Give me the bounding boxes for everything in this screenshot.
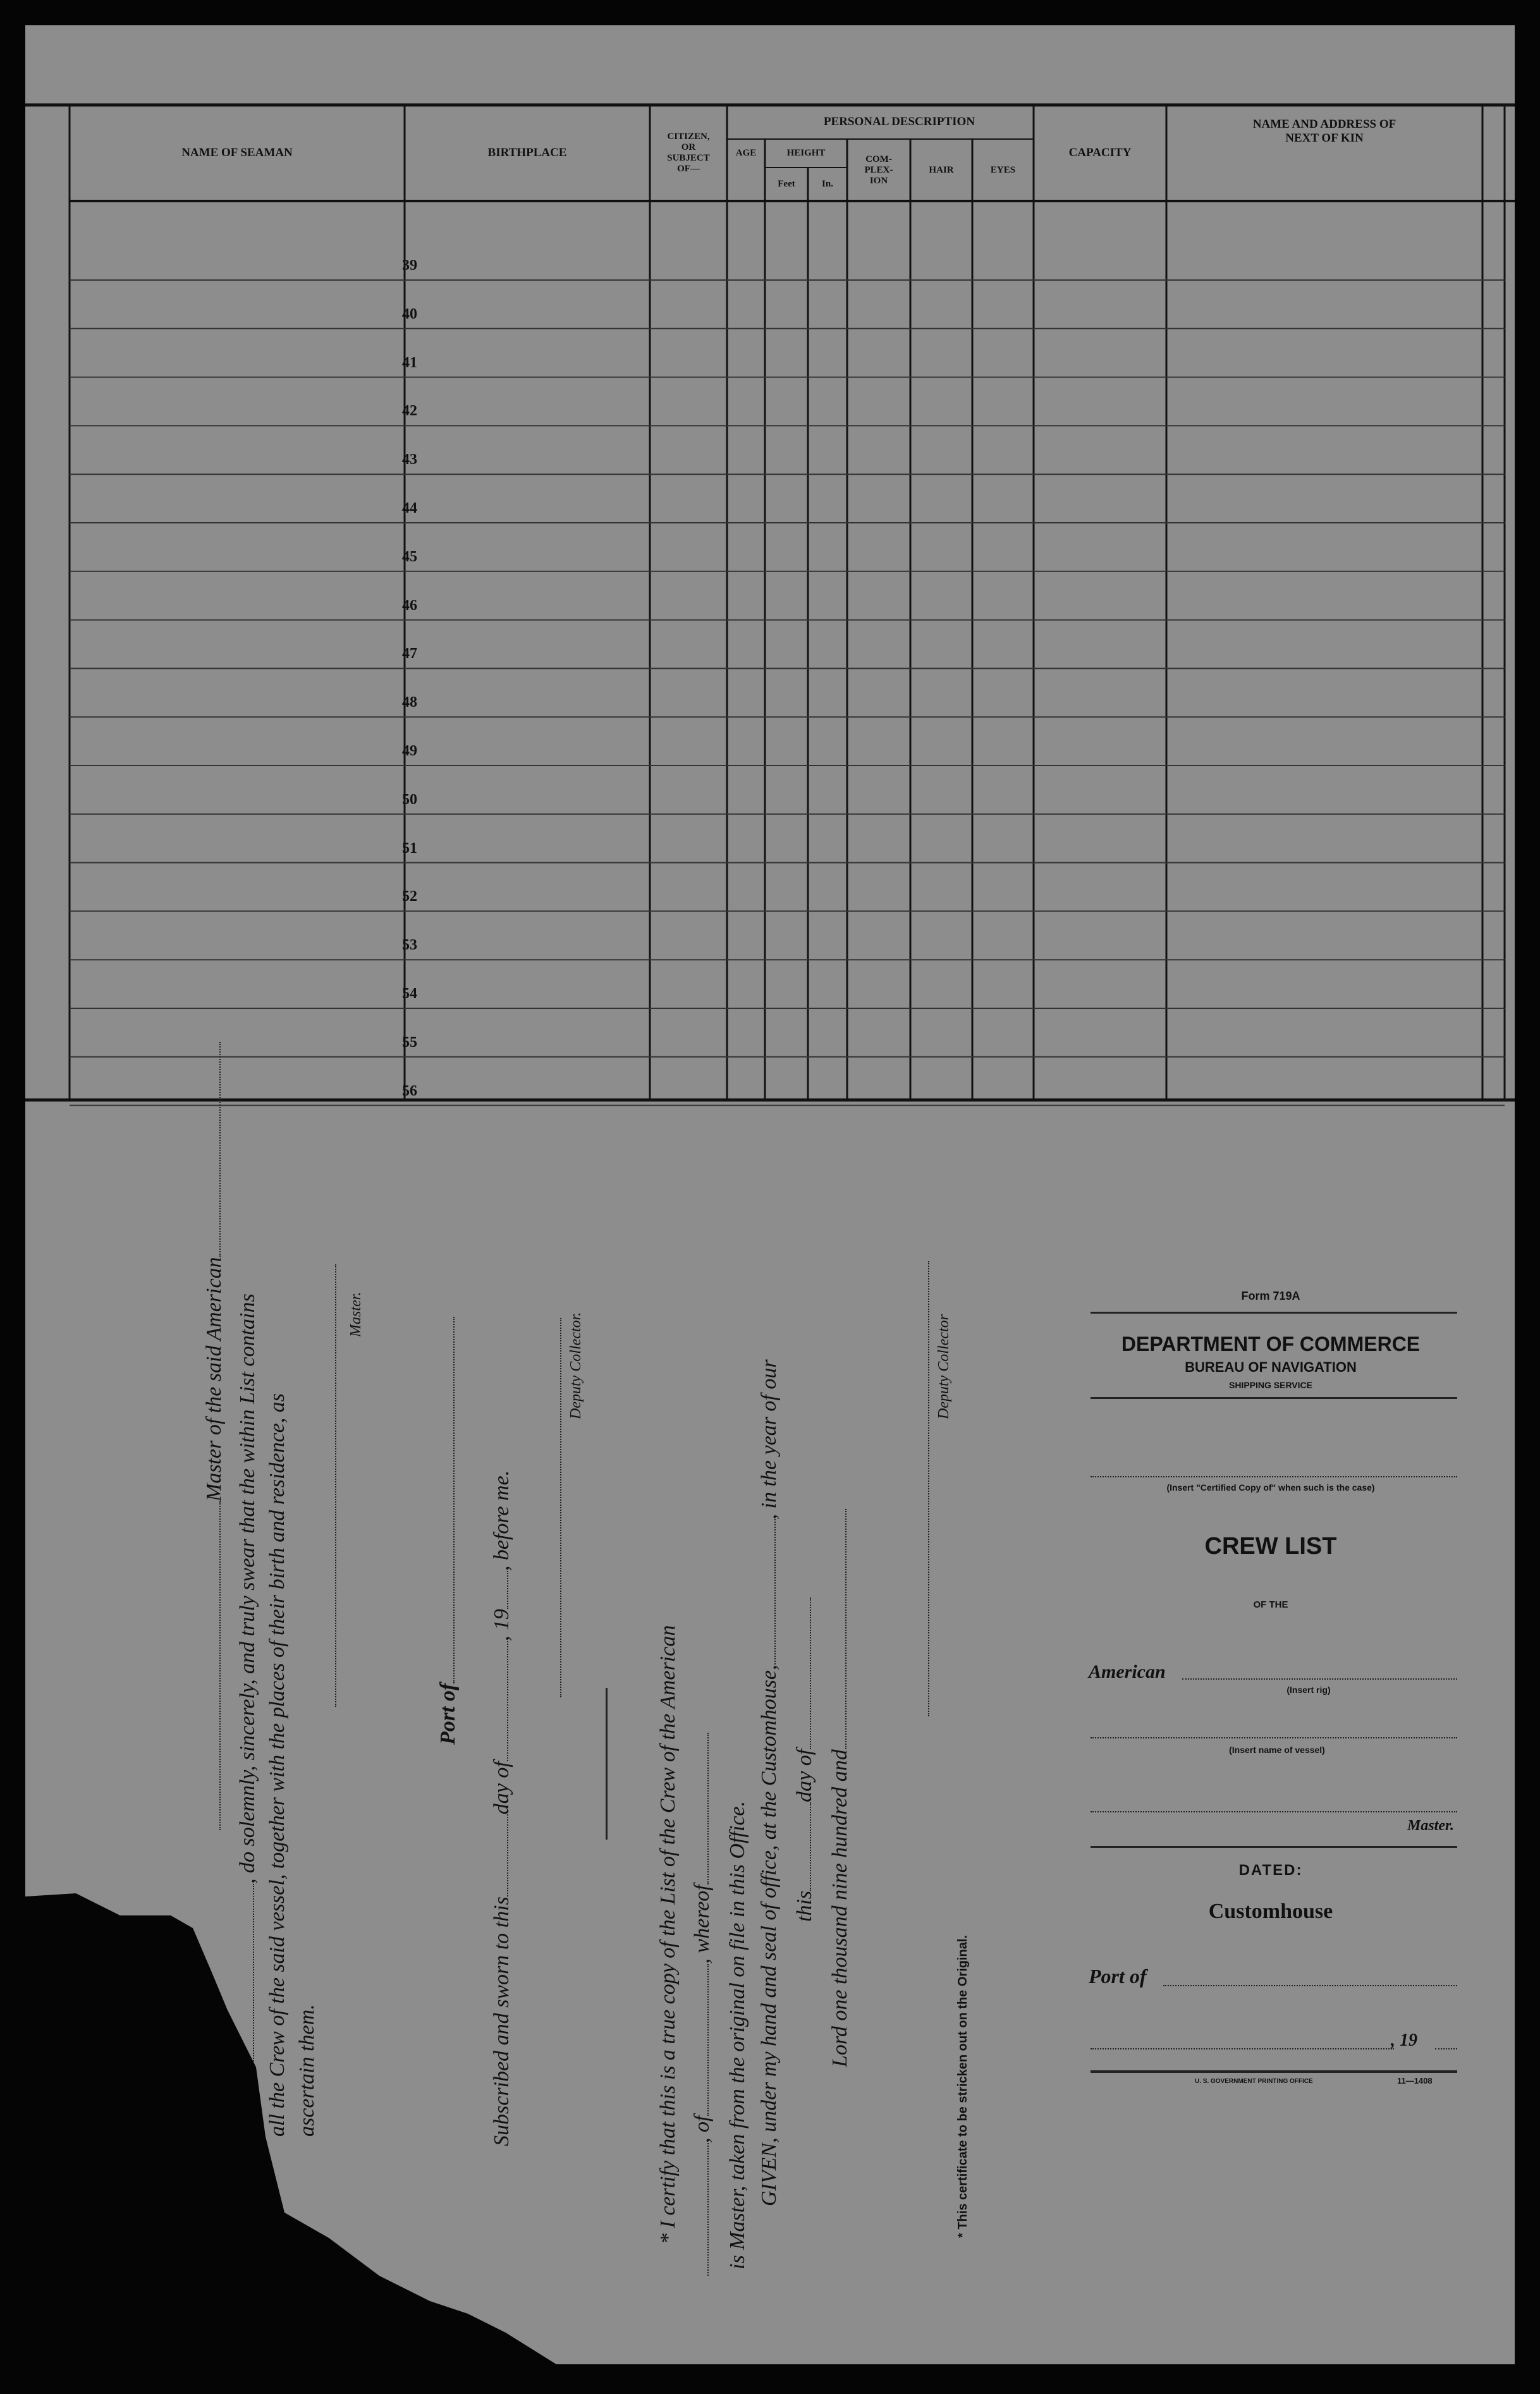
certify-deputy-collector-text: Deputy Collector <box>936 1314 952 1419</box>
row-number: 52 <box>402 888 417 905</box>
certify-this-text: this <box>793 1890 816 1922</box>
header-height-label: HEIGHT <box>786 148 826 158</box>
customhouse-label: Customhouse <box>1208 1900 1333 1923</box>
header-hair-label: HAIR <box>929 164 954 175</box>
header-complexion-1: COM- <box>865 154 892 164</box>
header-complexion-2: PLEX- <box>864 164 893 175</box>
certify-whereof-text: , whereof <box>690 1884 714 1964</box>
row-number: 45 <box>402 548 417 565</box>
department-title: DEPARTMENT OF COMMERCE <box>1121 1333 1421 1355</box>
row-number: 53 <box>402 937 417 954</box>
oath-subscribed-text: Subscribed and sworn to this <box>490 1896 513 2146</box>
oath-line-1-text: Master of the said American <box>202 1257 226 1501</box>
certified-note: (Insert "Certified Copy of" when such is the case) <box>1166 1482 1375 1493</box>
header-birthplace-label: BIRTHPLACE <box>487 146 567 159</box>
oath-line-4-text: ascertain them. <box>295 2004 319 2137</box>
oath-master-text: Master. <box>348 1292 364 1337</box>
row-number: 40 <box>402 305 417 322</box>
oath-deputy-collector-text: Deputy Collector. <box>568 1312 584 1419</box>
row-number: 51 <box>402 840 417 857</box>
form-number: Form 719A <box>1241 1290 1300 1302</box>
row-number: 39 <box>402 257 417 274</box>
oath-19-text: , 19 <box>490 1609 513 1642</box>
row-number: 56 <box>402 1082 417 1099</box>
american-label: American <box>1089 1661 1166 1682</box>
cover-master-label: Master. <box>1407 1817 1454 1834</box>
header-inches-label: In. <box>822 179 833 189</box>
service-title: SHIPPING SERVICE <box>1228 1380 1312 1390</box>
header-citizen-1: CITIZEN, <box>667 131 710 142</box>
oath-before-me-text: , before me. <box>490 1470 513 1572</box>
header-personal-description-label: PERSONAL DESCRIPTION <box>823 115 975 128</box>
row-number: 44 <box>402 500 417 516</box>
certify-year-text: , in the year of our <box>757 1359 781 1520</box>
certify-line-2-text: is Master, taken from the original on file in this Office. <box>726 1800 749 2269</box>
header-next-of-kin-2: NEXT OF KIN <box>1285 131 1364 145</box>
of-the-label: OF THE <box>1253 1599 1288 1610</box>
certify-given-text: GIVEN, under my hand and seal of office, at the Customhouse, <box>757 1664 781 2206</box>
insert-rig-note: (Insert rig) <box>1286 1685 1331 1695</box>
oath-port-of-text: Port of <box>436 1683 460 1745</box>
row-number: 42 <box>402 403 417 420</box>
header-eyes-label: EYES <box>990 164 1016 175</box>
certify-line-1-text: * I certify that this is a true copy of the List of the Crew of the American <box>656 1625 680 2244</box>
printer-code: 11—1408 <box>1397 2076 1433 2086</box>
header-feet-label: Feet <box>778 179 795 189</box>
dated-label: DATED: <box>1238 1862 1303 1879</box>
row-number: 47 <box>402 645 417 663</box>
printer-label: U. S. GOVERNMENT PRINTING OFFICE <box>1195 2078 1313 2085</box>
row-number: 49 <box>402 743 417 759</box>
certify-line-4-text: Lord one thousand nine hundred and <box>828 1749 852 2067</box>
row-number: 55 <box>402 1034 417 1051</box>
bureau-title: BUREAU OF NAVIGATION <box>1185 1359 1357 1375</box>
insert-vessel-note: (Insert name of vessel) <box>1229 1745 1325 1755</box>
row-number: 54 <box>402 986 417 1002</box>
row-number: 46 <box>402 597 417 614</box>
header-age-label: AGE <box>735 147 757 158</box>
row-number: 43 <box>402 451 417 468</box>
header-citizen-3: SUBJECT <box>667 153 710 163</box>
header-next-of-kin-1: NAME AND ADDRESS OF <box>1252 118 1396 131</box>
oath-day-of-text: day of <box>490 1761 513 1815</box>
header-complexion-3: ION <box>869 175 888 186</box>
header-citizen-4: OF— <box>677 164 700 174</box>
certify-day-of-text: day of <box>793 1749 816 1802</box>
oath-line-2-text: , do solemnly, sincerely, and truly swear that the within List contains <box>236 1293 259 1884</box>
row-number: 50 <box>402 791 417 808</box>
cover-port-of-label: Port of <box>1089 1965 1147 1988</box>
certify-footnote-text: * This certificate to be stricken out on the Original. <box>956 1935 970 2238</box>
crew-list-title: CREW LIST <box>1204 1533 1337 1560</box>
row-number: 41 <box>402 354 417 371</box>
header-citizen-2: OR <box>681 142 696 152</box>
header-name-label: NAME OF SEAMAN <box>181 146 293 159</box>
header-capacity-label: CAPACITY <box>1068 146 1132 159</box>
cover-19-label: , 19 <box>1391 2031 1417 2050</box>
oath-line-3-text: all the Crew of the said vessel, together with the places of their birth and residence, as <box>266 1393 289 2137</box>
row-number: 48 <box>402 694 417 711</box>
document-page <box>25 25 1515 2364</box>
torn-corner <box>25 25 1515 2364</box>
certify-of-text: , of <box>690 2115 714 2143</box>
